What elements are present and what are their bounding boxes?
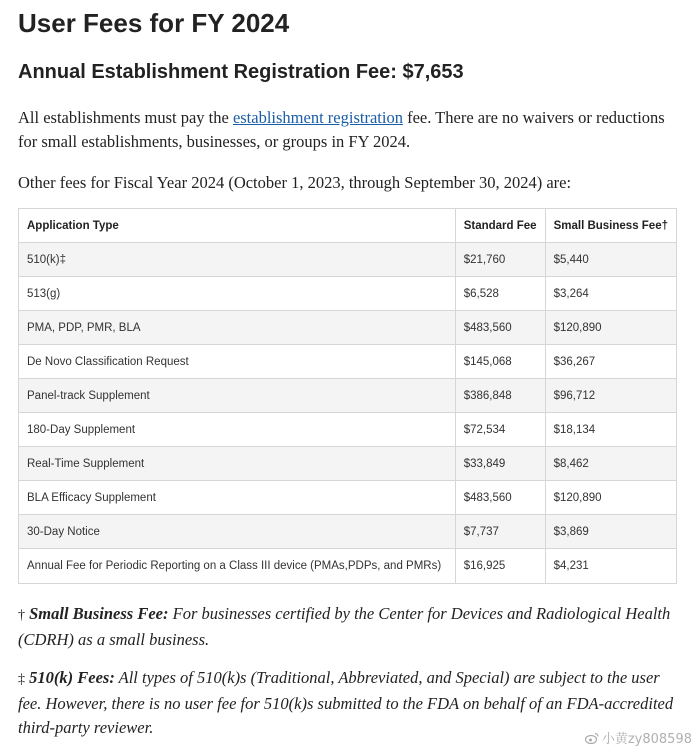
application-type-cell: 30-Day Notice	[19, 515, 456, 549]
page-title: User Fees for FY 2024	[18, 8, 290, 38]
standard-fee-cell: $7,737	[455, 515, 545, 549]
small-business-fee-cell: $8,462	[545, 447, 676, 481]
table-row	[19, 481, 677, 515]
registration-fee-heading: Annual Establishment Registration Fee: $7,653	[18, 61, 464, 83]
standard-fee-cell: $6,528	[455, 277, 545, 311]
small-business-fee-cell: $3,264	[545, 277, 676, 311]
intro-paragraph	[18, 106, 688, 154]
standard-fee-cell: $386,848	[455, 379, 545, 413]
small-business-fee-cell: $4,231	[545, 549, 676, 584]
table-row	[19, 277, 677, 311]
application-type-cell: 513(g)	[19, 277, 456, 311]
establishment-registration-link[interactable]: establishment registration	[232, 108, 403, 127]
standard-fee-cell: $483,560	[455, 481, 545, 515]
table-row	[19, 515, 677, 549]
small-business-fee-cell: $120,890	[545, 481, 676, 515]
standard-fee-cell: $145,068	[455, 345, 545, 379]
k510-fees-text: All types of 510(k)s (Traditional, Abbreviated, and Special) are subject to the user fee. However, there is no user fee for 510(k)s submitted to the FDA on behalf of an FDA-accredited third-party reviewer.	[18, 668, 674, 737]
header-standard-fee: Standard Fee	[455, 209, 545, 243]
header-application-type: Application Type	[19, 209, 456, 243]
header-small-business-fee: Small Business Fee†	[545, 209, 676, 243]
standard-fee-cell: $16,925	[455, 549, 545, 584]
fees-table	[18, 208, 677, 584]
small-business-fee-term: Small Business Fee:	[29, 604, 169, 623]
table-row	[19, 345, 677, 379]
small-business-fee-cell: $5,440	[545, 243, 676, 277]
table-header-row	[19, 209, 677, 243]
standard-fee-cell: $21,760	[455, 243, 545, 277]
other-fees-paragraph: Other fees for Fiscal Year 2024 (October 1, 2023, through September 30, 2024) are:	[18, 173, 572, 192]
application-type-cell: 180-Day Supplement	[19, 413, 456, 447]
application-type-cell: De Novo Classification Request	[19, 345, 456, 379]
application-type-cell: BLA Efficacy Supplement	[19, 481, 456, 515]
small-business-fee-cell: $3,869	[545, 515, 676, 549]
table-row	[19, 447, 677, 481]
application-type-cell: 510(k)‡	[19, 243, 456, 277]
small-business-fee-cell: $96,712	[545, 379, 676, 413]
standard-fee-cell: $72,534	[455, 413, 545, 447]
application-type-cell: Annual Fee for Periodic Reporting on a Class III device (PMAs,PDPs, and PMRs)	[19, 549, 456, 584]
k510-fees-term: 510(k) Fees:	[29, 668, 115, 687]
table-row	[19, 379, 677, 413]
watermark-text: 小黄zy808598	[601, 732, 692, 747]
weibo-icon	[585, 732, 599, 744]
small-business-fee-text: For businesses certified by the Center for Devices and Radiological Health (CDRH) as a small business.	[18, 604, 671, 649]
small-business-fee-cell: $36,267	[545, 345, 676, 379]
table-row	[19, 311, 677, 345]
standard-fee-cell: $33,849	[455, 447, 545, 481]
dagger-mark: †	[18, 608, 25, 623]
intro-text-before: All establishments must pay the	[18, 108, 233, 127]
table-row	[19, 549, 677, 584]
application-type-cell: Real-Time Supplement	[19, 447, 456, 481]
application-type-cell: PMA, PDP, PMR, BLA	[19, 311, 456, 345]
standard-fee-cell: $483,560	[455, 311, 545, 345]
small-business-fee-cell: $18,134	[545, 413, 676, 447]
application-type-cell: Panel-track Supplement	[19, 379, 456, 413]
double-dagger-mark: ‡	[18, 672, 25, 687]
small-business-fee-note	[18, 602, 686, 652]
table-row	[19, 243, 677, 277]
table-row	[19, 413, 677, 447]
watermark	[585, 728, 692, 747]
intro-text-after: fee. There are no waivers or reductions for small establishments, businesses, or groups in FY 2024.	[18, 108, 665, 151]
small-business-fee-cell: $120,890	[545, 311, 676, 345]
